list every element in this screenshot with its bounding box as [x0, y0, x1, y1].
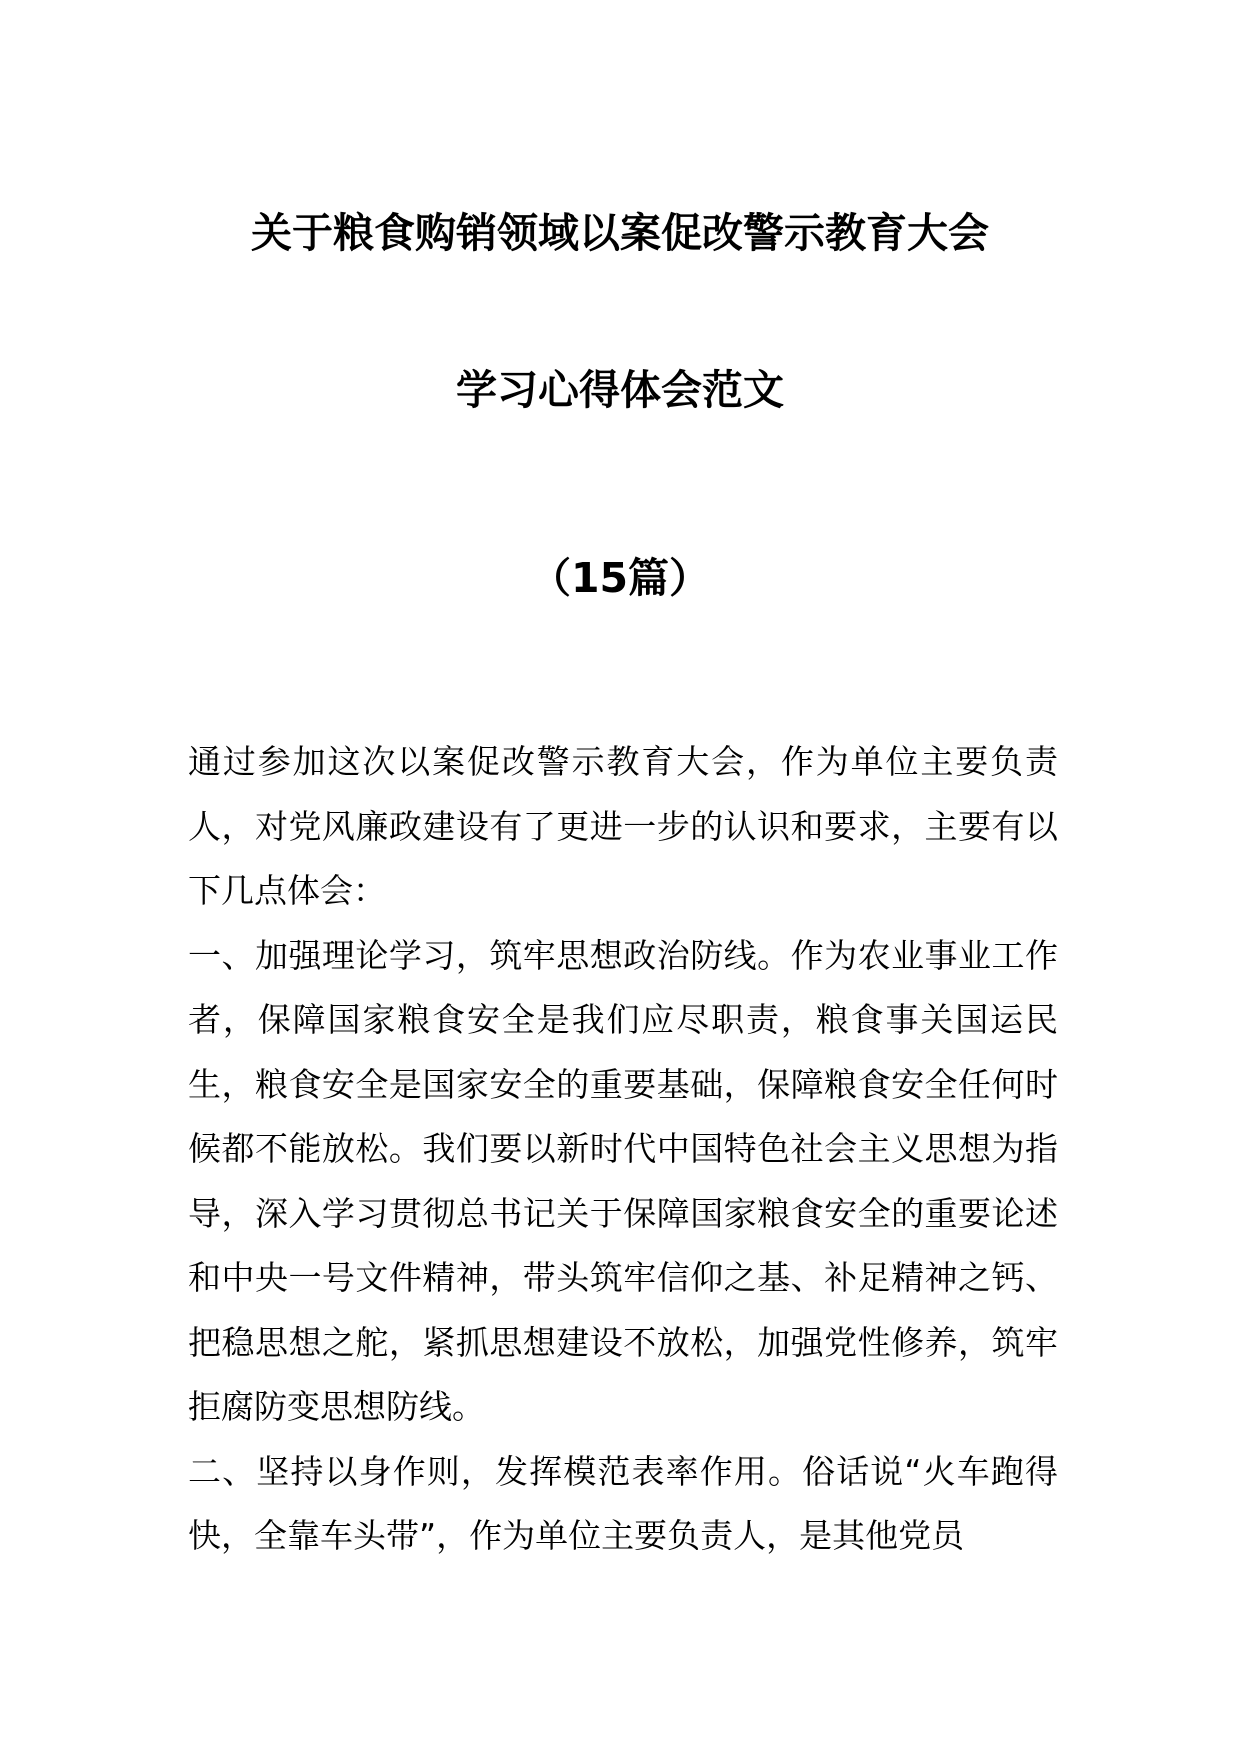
document-title-line-2: 学习心得体会范文: [456, 366, 784, 414]
document-subtitle: （15篇）: [529, 554, 711, 602]
body-paragraph-point-2: 二、坚持以身作则，发挥模范表率作用。俗话说“火车跑得快，全靠车头带”，作为单位主要负责人，是其他党员: [188, 1451, 1058, 1555]
document-body: [188, 730, 1058, 1569]
body-paragraph-intro: 通过参加这次以案促改警示教育大会，作为单位主要负责人，对党风廉政建设有了更进一步的认识和要求，主要有以下几点体会：: [188, 742, 1058, 910]
body-paragraph-point-1: 一、加强理论学习，筑牢思想政治防线。作为农业事业工作者，保障国家粮食安全是我们应尽职责，粮食事关国运民生，粮食安全是国家安全的重要基础，保障粮食安全任何时候都不能放松。我们要以新时代中国特色社会主义思想为指导，深入学习贯彻总书记关于保障国家粮食安全的重要论述和中央一号文件精神，带头筑牢信仰之基、补足精神之钙、把稳思想之舵，紧抓思想建设不放松，加强党性修养，筑牢拒腐防变思想防线。: [188, 935, 1058, 1426]
document-title-line-1: 关于粮食购销领域以案促改警示教育大会: [251, 209, 989, 257]
